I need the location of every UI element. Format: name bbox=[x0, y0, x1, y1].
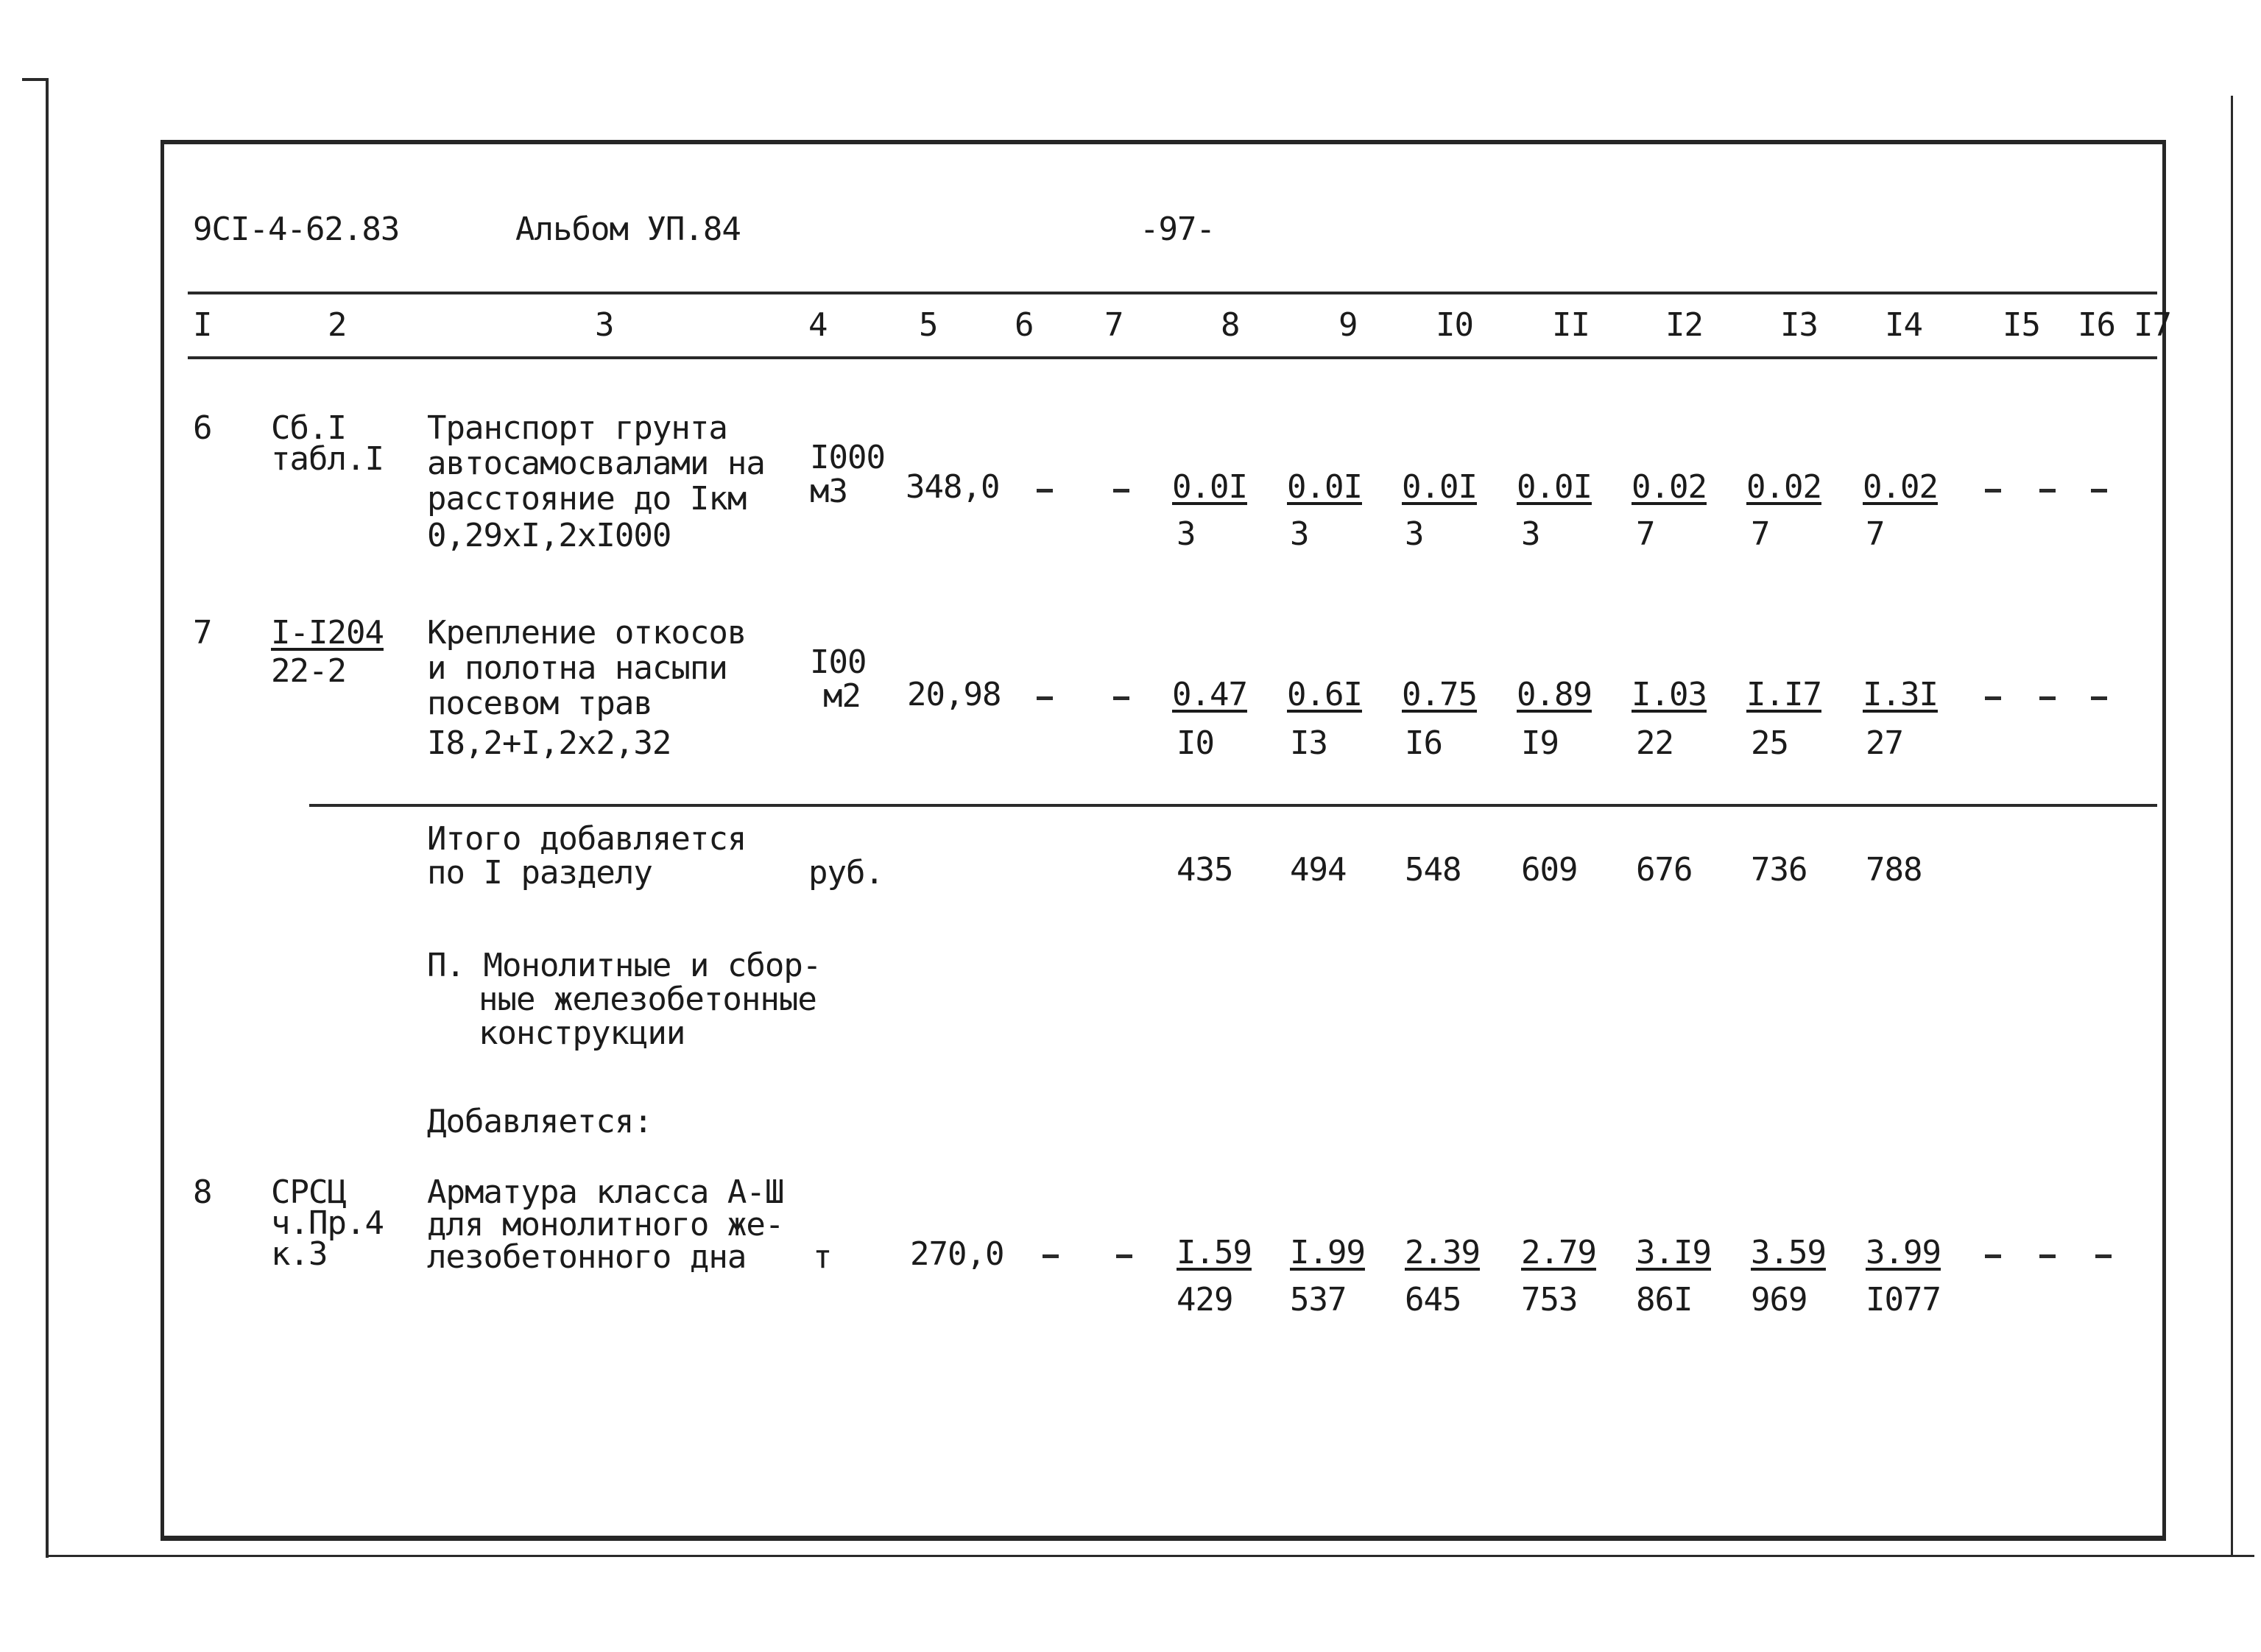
col-header-16: I6 bbox=[2078, 306, 2115, 344]
subtotal-col12: 676 bbox=[1636, 851, 1693, 889]
row-8-col13-top: 3.59 bbox=[1751, 1234, 1826, 1271]
row-8-col11-top: 2.79 bbox=[1521, 1234, 1596, 1271]
row-7-col10-bottom: I6 bbox=[1405, 724, 1442, 762]
page-number: -97- bbox=[1140, 211, 1215, 248]
section-2-title-3: конструкции bbox=[479, 1014, 685, 1052]
col-header-4: 4 bbox=[808, 306, 828, 344]
row-8-desc-1: Арматура класса А-Ш bbox=[427, 1173, 784, 1211]
row-7-col14-top: I.3I bbox=[1863, 676, 1938, 713]
album-title: Альбом УП.84 bbox=[515, 211, 741, 248]
col-header-6: 6 bbox=[1015, 306, 1034, 344]
row-6-col12-bottom: 7 bbox=[1636, 515, 1655, 553]
row-7-col14-bottom: 27 bbox=[1866, 724, 1903, 762]
subtotal-label-1: Итого добавляется bbox=[427, 820, 747, 858]
row-6-unit-2: м3 bbox=[810, 473, 847, 510]
row-8-col8-top: I.59 bbox=[1177, 1234, 1252, 1271]
row-7-col9-bottom: I3 bbox=[1290, 724, 1327, 762]
row-6-col9-top: 0.0I bbox=[1287, 468, 1362, 506]
row-7-ref-1: I-I204 bbox=[271, 614, 384, 652]
row-7-col10-top: 0.75 bbox=[1402, 676, 1477, 713]
row-6-ref-1: Сб.I bbox=[271, 409, 346, 447]
row-6-col11-top: 0.0I bbox=[1517, 468, 1592, 506]
row-7-col13-bottom: 25 bbox=[1751, 724, 1788, 762]
row-6-desc-2: автосамосвалами на bbox=[427, 445, 765, 482]
row-8-ref-3: к.3 bbox=[271, 1235, 328, 1273]
row-6-col10-top: 0.0I bbox=[1402, 468, 1477, 506]
col-header-11: II bbox=[1552, 306, 1590, 344]
row-8-col13-bottom: 969 bbox=[1751, 1281, 1807, 1319]
row-8-col6-dash bbox=[1043, 1254, 1059, 1258]
row-7-col7-dash bbox=[1113, 696, 1129, 700]
subtotal-label-2: по I разделу bbox=[427, 854, 652, 892]
row-8-desc-3: лезобетонного дна bbox=[427, 1238, 747, 1276]
row-6-ref-2: табл.I bbox=[271, 440, 384, 478]
row-7-formula: I8,2+I,2х2,32 bbox=[427, 724, 671, 762]
row-6-quantity: 348,0 bbox=[906, 468, 1000, 506]
row-7-number: 7 bbox=[193, 614, 212, 652]
row-7-desc-2: и полотна насыпи bbox=[427, 649, 727, 687]
row-6-col15-dash bbox=[1985, 489, 2001, 493]
subtotal-col11: 609 bbox=[1521, 851, 1578, 889]
row-6-desc-1: Транспорт грунта bbox=[427, 409, 727, 447]
row-6-col13-bottom: 7 bbox=[1751, 515, 1770, 553]
subtotal-col10: 548 bbox=[1405, 851, 1461, 889]
row-7-col12-bottom: 22 bbox=[1636, 724, 1673, 762]
header-rule-top bbox=[188, 292, 2157, 294]
col-header-3: 3 bbox=[595, 306, 614, 344]
row-6-col10-bottom: 3 bbox=[1405, 515, 1424, 553]
row-8-col12-bottom: 86I bbox=[1636, 1281, 1693, 1319]
row-6-col8-bottom: 3 bbox=[1177, 515, 1196, 553]
row-7-col16-dash bbox=[2039, 696, 2056, 700]
subtotal-col8: 435 bbox=[1177, 851, 1233, 889]
row-6-number: 6 bbox=[193, 409, 212, 447]
row-8-col9-top: I.99 bbox=[1290, 1234, 1365, 1271]
row-6-col11-bottom: 3 bbox=[1521, 515, 1540, 553]
row-8-unit: т bbox=[813, 1238, 832, 1276]
added-label: Добавляется: bbox=[427, 1103, 652, 1140]
row-7-col12-top: I.03 bbox=[1632, 676, 1707, 713]
row-7-col13-top: I.I7 bbox=[1746, 676, 1821, 713]
row-8-col9-bottom: 537 bbox=[1290, 1281, 1347, 1319]
row-7-quantity: 20,98 bbox=[907, 676, 1001, 713]
row-6-col14-bottom: 7 bbox=[1866, 515, 1885, 553]
row-8-col14-top: 3.99 bbox=[1866, 1234, 1941, 1271]
col-header-9: 9 bbox=[1338, 306, 1358, 344]
col-header-12: I2 bbox=[1665, 306, 1703, 344]
row-8-col10-bottom: 645 bbox=[1405, 1281, 1461, 1319]
col-header-2: 2 bbox=[328, 306, 347, 344]
row-7-col9-top: 0.6I bbox=[1287, 676, 1362, 713]
col-header-13: I3 bbox=[1780, 306, 1818, 344]
row-6-col17-dash bbox=[2091, 489, 2107, 493]
row-7-col11-top: 0.89 bbox=[1517, 676, 1592, 713]
col-header-5: 5 bbox=[919, 306, 938, 344]
row-8-quantity: 270,0 bbox=[910, 1235, 1004, 1273]
col-header-10: I0 bbox=[1436, 306, 1473, 344]
col-header-17: I7 bbox=[2134, 306, 2171, 344]
sheet-bottom-edge bbox=[46, 1555, 2254, 1557]
col-header-14: I4 bbox=[1885, 306, 1922, 344]
row-8-number: 8 bbox=[193, 1173, 212, 1211]
subtotal-col9: 494 bbox=[1290, 851, 1347, 889]
row-8-col7-dash bbox=[1116, 1254, 1132, 1258]
row-6-col8-top: 0.0I bbox=[1172, 468, 1247, 506]
row-7-col17-dash bbox=[2091, 696, 2107, 700]
row-6-col13-top: 0.02 bbox=[1746, 468, 1821, 506]
row-7-col6-dash bbox=[1037, 696, 1053, 700]
sheet-right-edge bbox=[2231, 96, 2233, 1557]
col-header-7: 7 bbox=[1104, 306, 1124, 344]
sheet-corner-mark bbox=[22, 78, 47, 81]
row-6-col9-bottom: 3 bbox=[1290, 515, 1309, 553]
row-8-col11-bottom: 753 bbox=[1521, 1281, 1578, 1319]
row-6-desc-3: расстояние до Iкм bbox=[427, 480, 747, 518]
section-2-title-1: П. Монолитные и сбор- bbox=[427, 947, 822, 984]
header-rule-bottom bbox=[188, 356, 2157, 359]
subtotal-unit: руб. bbox=[808, 854, 883, 892]
row-8-col16-dash bbox=[2039, 1254, 2056, 1258]
subtotal-col14: 788 bbox=[1866, 851, 1922, 889]
subtotal-col13: 736 bbox=[1751, 851, 1807, 889]
row-8-col14-bottom: I077 bbox=[1866, 1281, 1941, 1319]
row-7-col8-bottom: I0 bbox=[1177, 724, 1214, 762]
row-7-desc-3: посевом трав bbox=[427, 685, 652, 722]
row-7-ref-2: 22-2 bbox=[271, 652, 346, 690]
col-header-15: I5 bbox=[2003, 306, 2040, 344]
subtotal-rule bbox=[309, 804, 2157, 807]
row-6-unit-1: I000 bbox=[810, 439, 885, 476]
row-7-col11-bottom: I9 bbox=[1521, 724, 1559, 762]
row-8-col12-top: 3.I9 bbox=[1636, 1234, 1711, 1271]
row-7-desc-1: Крепление откосов bbox=[427, 614, 747, 652]
row-8-col15-dash bbox=[1985, 1254, 2001, 1258]
doc-code: 9CI-4-62.83 bbox=[193, 211, 400, 248]
col-header-1: I bbox=[193, 306, 212, 344]
row-6-col16-dash bbox=[2039, 489, 2056, 493]
section-2-title-2: ные железобетонные bbox=[479, 981, 816, 1018]
row-8-desc-2: для монолитного же- bbox=[427, 1206, 784, 1243]
sheet-left-edge bbox=[46, 78, 49, 1558]
row-6-formula: 0,29хI,2хI000 bbox=[427, 517, 671, 554]
row-8-col17-dash bbox=[2095, 1254, 2112, 1258]
row-7-unit-2: м2 bbox=[823, 677, 861, 715]
row-7-col8-top: 0.47 bbox=[1172, 676, 1247, 713]
row-8-ref-2: ч.Пр.4 bbox=[271, 1204, 384, 1242]
col-header-8: 8 bbox=[1221, 306, 1240, 344]
row-6-col6-dash bbox=[1037, 489, 1053, 493]
row-8-col8-bottom: 429 bbox=[1177, 1281, 1233, 1319]
row-6-col14-top: 0.02 bbox=[1863, 468, 1938, 506]
row-6-col12-top: 0.02 bbox=[1632, 468, 1707, 506]
row-7-unit-1: I00 bbox=[810, 643, 867, 681]
row-6-col7-dash bbox=[1113, 489, 1129, 493]
row-8-col10-top: 2.39 bbox=[1405, 1234, 1480, 1271]
row-7-col15-dash bbox=[1985, 696, 2001, 700]
row-8-ref-1: СРСЦ bbox=[271, 1173, 346, 1211]
